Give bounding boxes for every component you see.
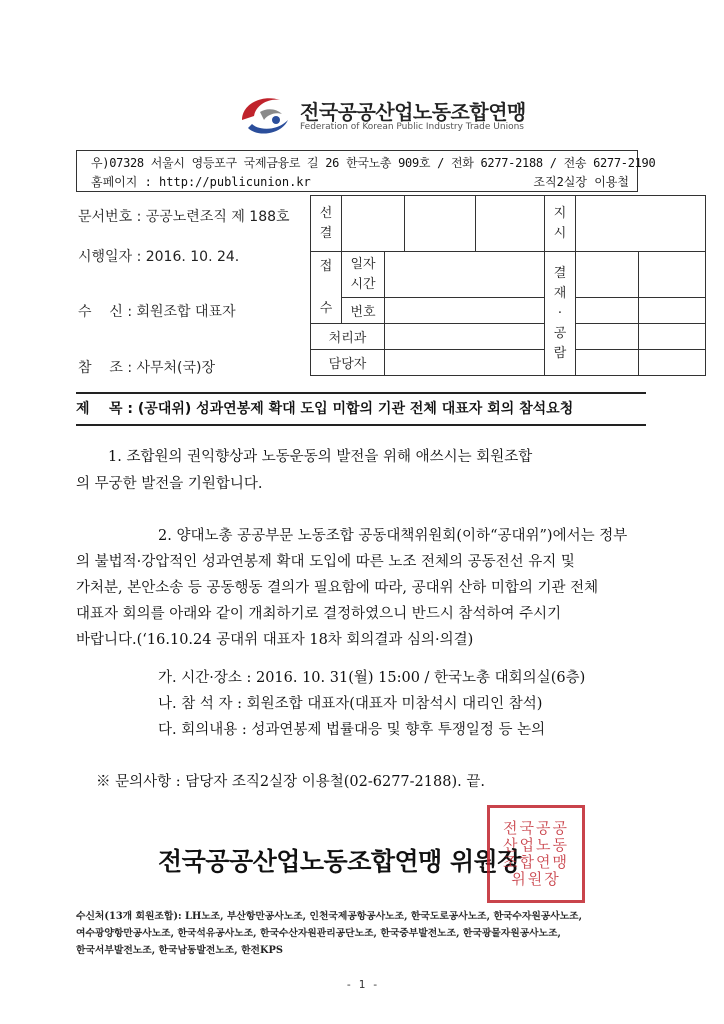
recipient-label: 수 신	[78, 304, 123, 320]
item-time-place: 가. 시간·장소 : 2016. 10. 31(월) 15:00 / 한국노총 대회의실(6층)	[158, 670, 586, 686]
seon-gyeol-box-2	[405, 196, 476, 252]
org-logo-block	[236, 90, 536, 142]
contact-person: 조직2실장 이용철	[533, 175, 629, 189]
seon-char: 선	[319, 205, 333, 221]
sigan-label: 시간	[350, 276, 376, 292]
ji-char: 지	[553, 205, 567, 221]
subject-line	[76, 398, 646, 418]
subject-text: : (공대위) 성과연봉제 확대 도입 미합의 기관 전체 대표자 회의 참석요청	[127, 401, 574, 417]
recipient-row	[78, 301, 236, 321]
cheorigwa-value	[385, 324, 545, 350]
official-seal-icon	[487, 805, 585, 903]
gyeol-char-2: 결	[553, 265, 567, 281]
damdangja-label: 담당자	[311, 350, 385, 376]
kpfu-logo-icon	[236, 90, 296, 138]
paragraph-2-line-2: 의 불법적·강압적인 성과연봉제 확대 도입에 따른 노조 전체의 공동전선 유지 및	[76, 554, 575, 570]
recipient-value: : 회원조합 대표자	[127, 304, 236, 320]
paragraph-2-line-1: 2. 양대노총 공공부문 노동조합 공동대책위원회(이하“공대위”)에서는 정부	[158, 528, 628, 544]
gyeoljae-box-2	[639, 252, 706, 298]
gyeoljae-gongram-cell	[545, 252, 576, 376]
approval-table	[310, 195, 706, 376]
gyeoljae-box-6	[639, 324, 706, 350]
gyeoljae-box-8	[639, 350, 706, 376]
jeop-su-cell	[311, 252, 342, 324]
issue-date-label: 시행일자	[78, 249, 133, 265]
recipients-line-3: 한국서부발전노조, 한국남동발전노조, 한전KPS	[76, 945, 283, 956]
doc-number-label: 문서번호	[78, 209, 133, 225]
beonho-value	[385, 298, 545, 324]
gyeol-char: 결	[319, 225, 333, 241]
doc-number-row	[78, 206, 290, 226]
seon-gyeol-box-1	[342, 196, 405, 252]
dot-char: ·	[557, 305, 563, 321]
jisi-box	[576, 196, 706, 252]
recipients-line-2: 여수광양항만공사노조, 한국석유공사노조, 한국수산자원관리공단노조, 한국중부발전노조, 한국광물자원공사노조,	[76, 928, 561, 939]
paragraph-2-line-5: 바랍니다.(‘16.10.24 공대위 대표자 18차 회의결과 심의·의결)	[76, 632, 474, 648]
beonho-label: 번호	[342, 298, 385, 324]
seon-gyeol-box-3	[476, 196, 545, 252]
org-name-english: Federation of Korean Public Industry Trade Unions	[300, 122, 524, 132]
gyeoljae-box-5	[576, 324, 639, 350]
page-number: - 1 -	[345, 978, 379, 991]
paragraph-2-line-3: 가처분, 본안소송 등 공동행동 결의가 필요함에 따라, 공대위 산하 미합의 기관 전체	[76, 580, 599, 596]
inquiry-line: ※ 문의사항 : 담당자 조직2실장 이용철(02-6277-2188). 끝.	[96, 774, 485, 790]
paragraph-2-line-4: 대표자 회의를 아래와 같이 개최하기로 결정하였으니 반드시 참석하여 주시기	[76, 606, 562, 622]
gyeoljae-box-4	[639, 298, 706, 324]
item-attendees: 나. 참 석 자 : 회원조합 대표자(대표자 미참석시 대리인 참석)	[158, 696, 543, 712]
doc-number-value: : 공공노련조직 제 188호	[136, 209, 290, 225]
damdangja-value	[385, 350, 545, 376]
subject-rule-top	[76, 392, 646, 394]
ilja-sigan-value	[385, 252, 545, 298]
address-line: 우)07328 서울시 영등포구 국제금융로 길 26 한국노총 909호 / 전화 6277-2188 / 전송 6277-2190	[91, 156, 656, 170]
issue-date-value: : 2016. 10. 24.	[136, 249, 240, 265]
gong-char: 공	[553, 325, 567, 341]
issue-date-row	[78, 246, 239, 266]
org-name-korean: 전국공공산업노동조합연맹	[300, 100, 526, 124]
subject-rule-bottom	[76, 424, 646, 426]
item-agenda: 다. 회의내용 : 성과연봉제 법률대응 및 향후 투쟁일정 등 논의	[158, 722, 546, 738]
reference-label: 참 조	[78, 360, 123, 376]
homepage-line[interactable]: 홈페이지 : http://publicunion.kr	[91, 175, 311, 189]
ram-char: 람	[553, 345, 567, 361]
subject-label: 제 목	[76, 401, 123, 417]
jisi-cell	[545, 196, 576, 252]
recipients-line-1: 수신처(13개 회원조합): LH노조, 부산항만공사노조, 인천국제공항공사노조, 한국도로공사노조, 한국수자원공사노조,	[76, 911, 583, 922]
signature-title: 전국공공산업노동조합연맹 위원장	[158, 847, 521, 876]
reference-row	[78, 357, 215, 377]
gyeoljae-box-1	[576, 252, 639, 298]
paragraph-1-line-2: 의 무궁한 발전을 기원합니다.	[76, 476, 263, 492]
cheorigwa-label: 처리과	[311, 324, 385, 350]
si-char: 시	[553, 225, 567, 241]
ilja-sigan-cell	[342, 252, 385, 298]
ilja-label: 일자	[350, 256, 376, 272]
reference-value: : 사무처(국)장	[127, 360, 216, 376]
seon-gyeol-cell	[311, 196, 342, 252]
gyeoljae-box-3	[576, 298, 639, 324]
jae-char: 재	[553, 285, 567, 301]
jeop-char: 접	[319, 258, 333, 274]
seal-text: 전국공공 산업노동 조합연맹 위원장	[503, 819, 569, 888]
paragraph-1-line-1: 1. 조합원의 권익향상과 노동운동의 발전을 위해 애쓰시는 회원조합	[108, 449, 533, 465]
su-char: 수	[319, 300, 333, 316]
gyeoljae-box-7	[576, 350, 639, 376]
address-box	[76, 150, 656, 192]
